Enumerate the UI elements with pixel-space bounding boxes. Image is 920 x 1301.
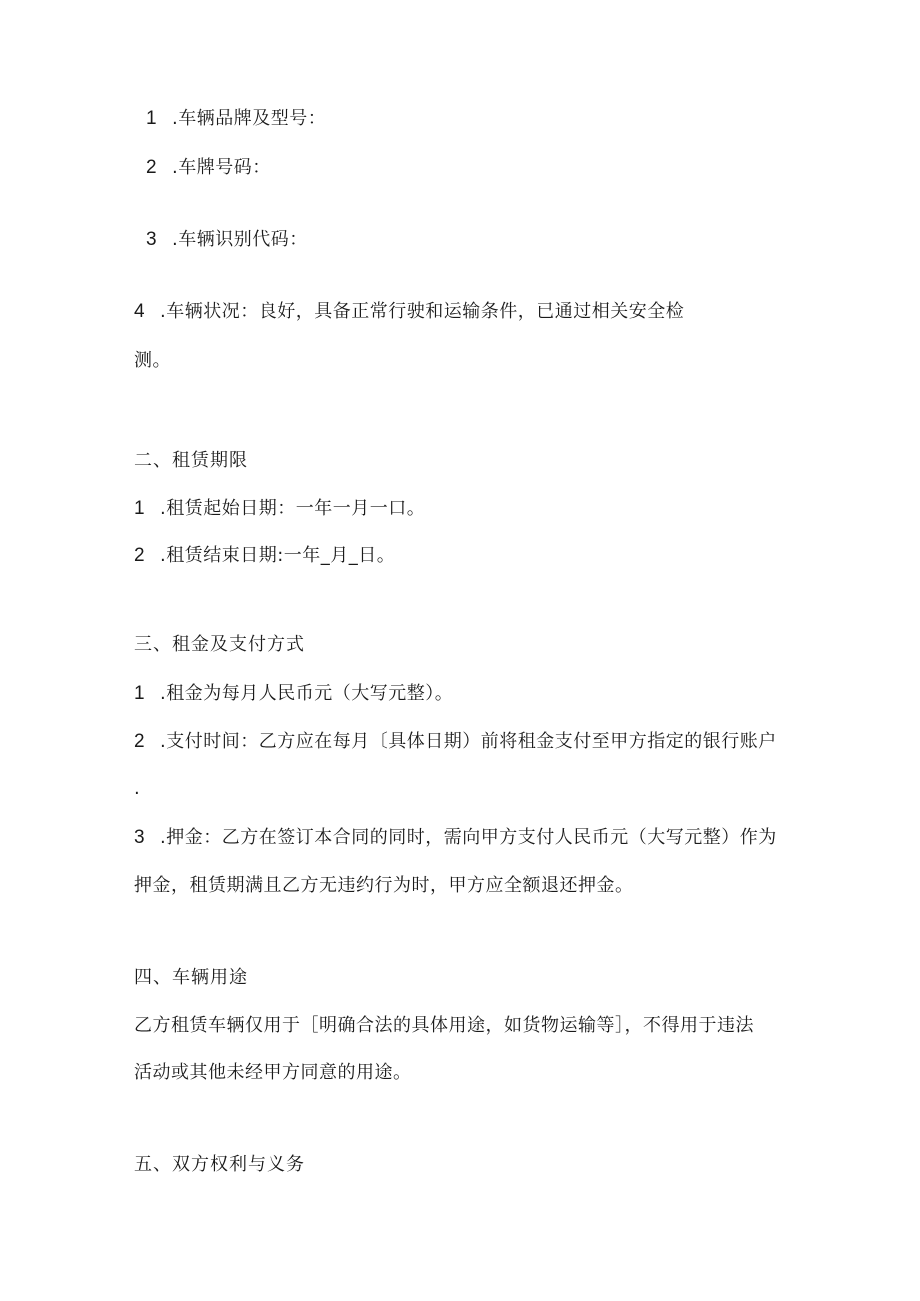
paragraph-line: 活动或其他未经甲方同意的用途。: [134, 1062, 412, 1083]
item-continuation: 押金，租赁期满且乙方无违约行为时，甲方应全额退还押金。: [134, 875, 634, 896]
item-continuation: 测。: [134, 350, 171, 371]
section-heading: 四、车辆用途: [134, 967, 248, 988]
item-number: 3: [146, 229, 158, 250]
item-continuation: .: [134, 778, 141, 799]
item-number: 1: [134, 683, 146, 704]
item-text: .车辆品牌及型号：: [172, 108, 327, 129]
list-item: [146, 107, 326, 131]
item-text: .车辆识别代码：: [172, 229, 308, 250]
section-heading: 五、双方权利与义务: [134, 1154, 305, 1175]
item-text: .车牌号码：: [172, 157, 271, 178]
list-item: [146, 156, 271, 180]
item-number: 1: [146, 108, 158, 129]
section-heading: 三、租金及支付方式: [134, 634, 305, 655]
item-number: 2: [146, 157, 158, 178]
list-item: [134, 682, 453, 706]
list-item: [146, 228, 308, 252]
list-item: [134, 497, 425, 521]
item-number: 1: [134, 498, 146, 519]
list-item: [134, 300, 684, 324]
item-number: 2: [134, 545, 146, 566]
item-number: 3: [134, 827, 146, 848]
item-text: .车辆状况：良好，具备正常行驶和运输条件，已通过相关安全检: [160, 301, 685, 322]
item-number: 4: [134, 301, 146, 322]
paragraph-line: 乙方租赁车辆仅用于［明确合法的具体用途，如货物运输等］，不得用于违法: [134, 1015, 754, 1036]
item-text: .押金：乙方在签订本合同的同时，需向甲方支付人民币元（大写元整）作为: [160, 827, 777, 848]
item-text: .租金为每月人民币元（大写元整）。: [160, 683, 454, 704]
item-text: .租赁起始日期：一年一月一口。: [160, 498, 426, 519]
item-text: .支付时间：乙方应在每月〔具体日期）前将租金支付至甲方指定的银行账户: [160, 731, 777, 752]
list-item: [134, 826, 777, 850]
list-item: [134, 544, 395, 568]
list-item: [134, 730, 777, 754]
section-heading: 二、租赁期限: [134, 450, 248, 471]
item-text: .租赁结束日期:一年_月_日。: [160, 545, 396, 566]
item-number: 2: [134, 731, 146, 752]
